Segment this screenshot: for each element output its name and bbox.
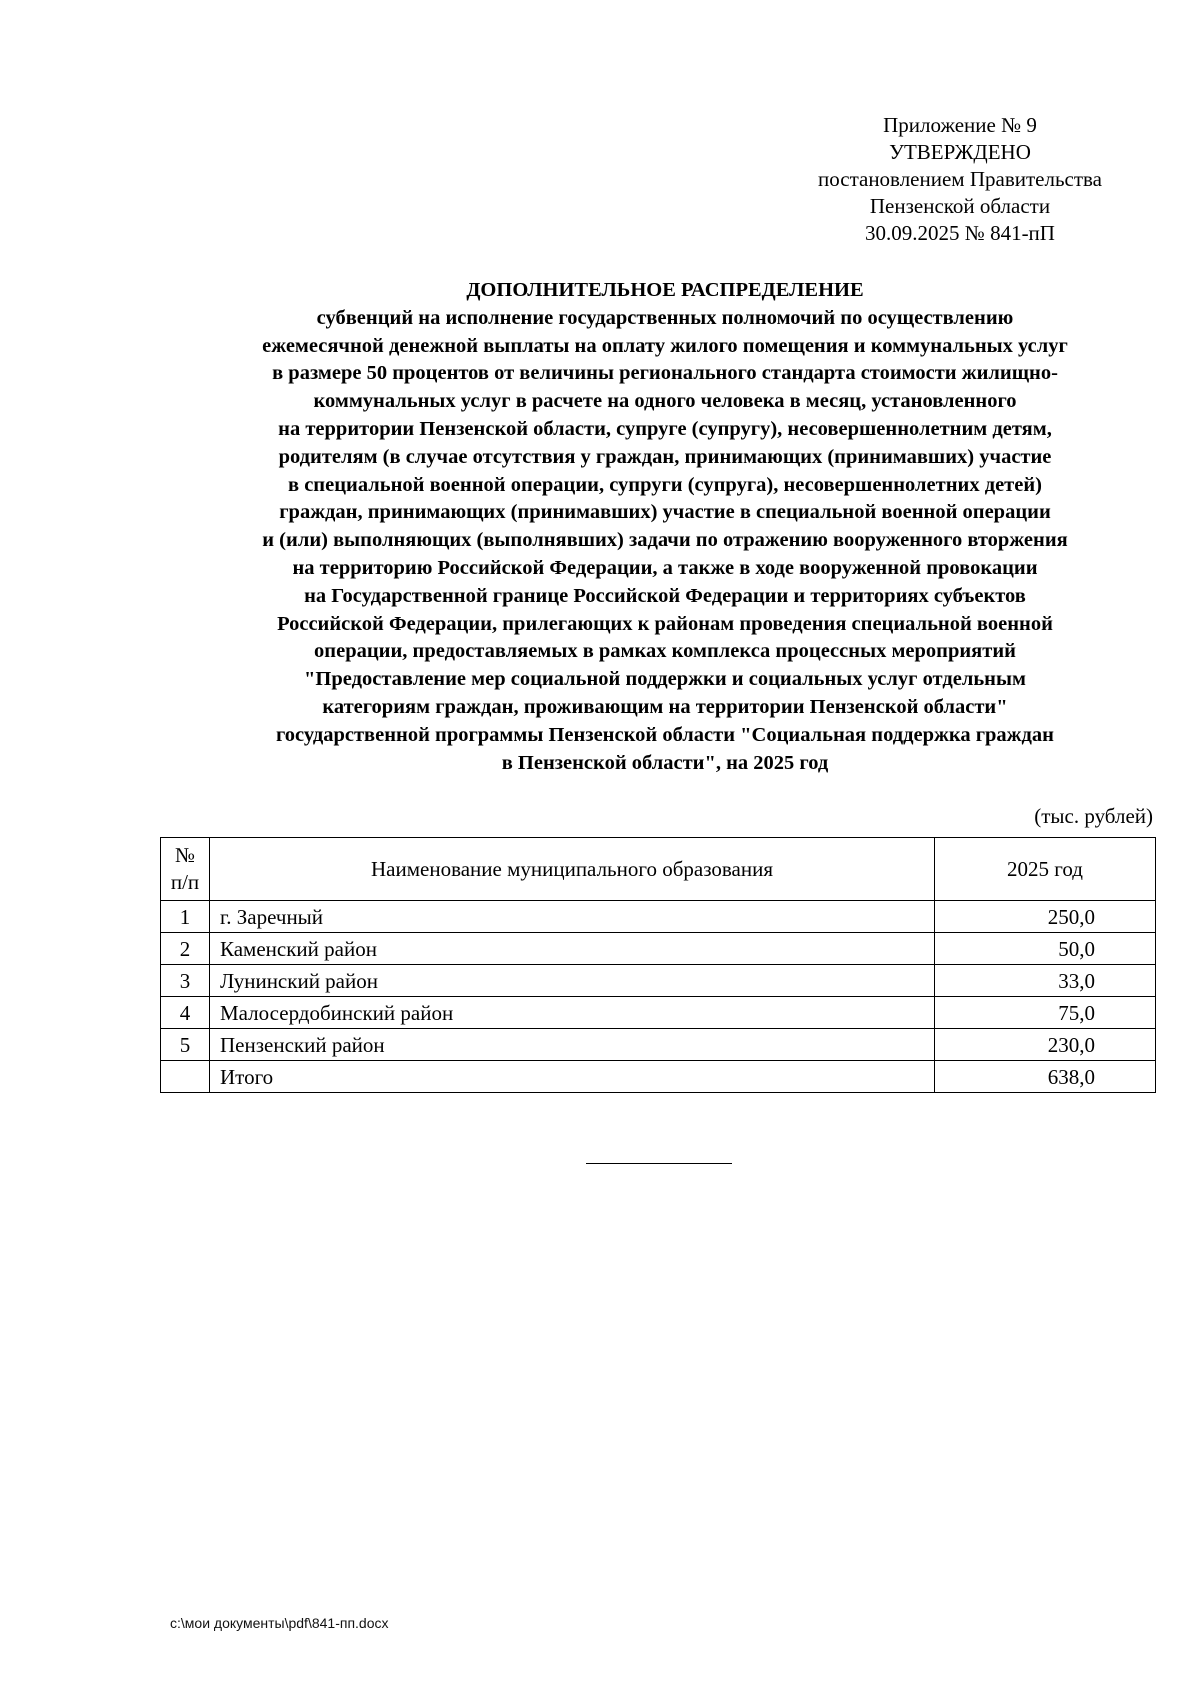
end-divider — [586, 1163, 732, 1164]
table-row — [161, 997, 1156, 1029]
row-value-cell — [935, 901, 1156, 933]
header-year: 2025 год — [935, 838, 1156, 901]
title-line: на Государственной границе Российской Федерации и территориях субъектов — [304, 584, 1026, 607]
document-title — [120, 277, 1200, 777]
region-label: Пензенской области — [869, 194, 1051, 218]
row-value: 250,0 — [1047, 904, 1095, 929]
table-row — [161, 901, 1156, 933]
row-municipality: Малосердобинский район — [210, 997, 935, 1029]
total-value: 638,0 — [1047, 1064, 1095, 1089]
total-value-cell — [935, 1061, 1156, 1093]
file-path-footer: c:\мои документы\pdf\841-пп.docx — [170, 1615, 389, 1631]
approved-label: УТВЕРЖДЕНО — [889, 140, 1031, 164]
title-line: ежемесячной денежной выплаты на оплату жилого помещения и коммунальных услуг — [262, 334, 1068, 357]
row-value: 33,0 — [1058, 968, 1095, 993]
title-line: на территории Пензенской области, супруге (супругу), несовершеннолетним детям, — [278, 417, 1052, 440]
header-number-abbr: п/п — [170, 870, 200, 894]
title-line: коммунальных услуг в расчете на одного человека в месяц, установленного — [313, 390, 1017, 413]
title-line: на территорию Российской Федерации, а также в ходе вооруженной провокации — [292, 556, 1038, 579]
row-number: 3 — [161, 965, 210, 997]
decree-date-number: 30.09.2025 № 841-пП — [865, 221, 1055, 245]
row-number — [161, 1061, 210, 1093]
row-municipality: Пензенский район — [210, 1029, 935, 1061]
title-line: Российской Федерации, прилегающих к районам проведения специальной военной — [277, 612, 1053, 635]
title-line: в размере 50 процентов от величины регионального стандарта стоимости жилищно- — [272, 362, 1058, 385]
row-municipality: Каменский район — [210, 933, 935, 965]
row-number: 4 — [161, 997, 210, 1029]
table-header-row — [161, 838, 1156, 901]
title-heading: ДОПОЛНИТЕЛЬНОЕ РАСПРЕДЕЛЕНИЕ — [466, 279, 864, 301]
row-value-cell — [935, 965, 1156, 997]
distribution-table — [160, 837, 1156, 1093]
table-total-row — [161, 1061, 1156, 1093]
title-line: "Предоставление мер социальной поддержки и социальных услуг отдельным — [304, 668, 1026, 691]
header-number-symbol: № — [174, 843, 196, 867]
title-line: субвенций на исполнение государственных полномочий по осуществлению — [316, 306, 1014, 329]
row-value-cell — [935, 1029, 1156, 1061]
title-line: в Пензенской области", на 2025 год — [501, 751, 829, 774]
row-number: 1 — [161, 901, 210, 933]
title-line: родителям (в случае отсутствия у граждан, принимающих (принимавших) участие — [278, 445, 1052, 468]
header-municipality: Наименование муниципального образования — [210, 838, 935, 901]
title-line: и (или) выполняющих (выполнявших) задачи по отражению вооруженного вторжения — [262, 529, 1068, 552]
approval-block — [760, 112, 1160, 247]
title-line: государственной программы Пензенской области "Социальная поддержка граждан — [276, 723, 1054, 746]
row-municipality: Лунинский район — [210, 965, 935, 997]
row-municipality: г. Заречный — [210, 901, 935, 933]
table-row — [161, 933, 1156, 965]
row-value: 230,0 — [1047, 1032, 1095, 1057]
title-line: граждан, принимающих (принимавших) участие в специальной военной операции — [279, 501, 1051, 524]
units-label: (тыс. рублей) — [1034, 804, 1153, 828]
header-number — [161, 838, 210, 901]
row-value: 50,0 — [1058, 936, 1095, 961]
row-value: 75,0 — [1058, 1000, 1095, 1025]
table-row — [161, 1029, 1156, 1061]
row-number: 5 — [161, 1029, 210, 1061]
table-row — [161, 965, 1156, 997]
decree-label: постановлением Правительства — [817, 167, 1102, 191]
title-line: категориям граждан, проживающим на территории Пензенской области" — [322, 695, 1008, 718]
row-number: 2 — [161, 933, 210, 965]
appendix-number: Приложение № 9 — [883, 113, 1037, 137]
row-value-cell — [935, 997, 1156, 1029]
title-line: операции, предоставляемых в рамках комплекса процессных мероприятий — [314, 640, 1016, 663]
row-value-cell — [935, 933, 1156, 965]
total-label: Итого — [210, 1061, 935, 1093]
title-line: в специальной военной операции, супруги (супруга), несовершеннолетних детей) — [288, 473, 1042, 496]
